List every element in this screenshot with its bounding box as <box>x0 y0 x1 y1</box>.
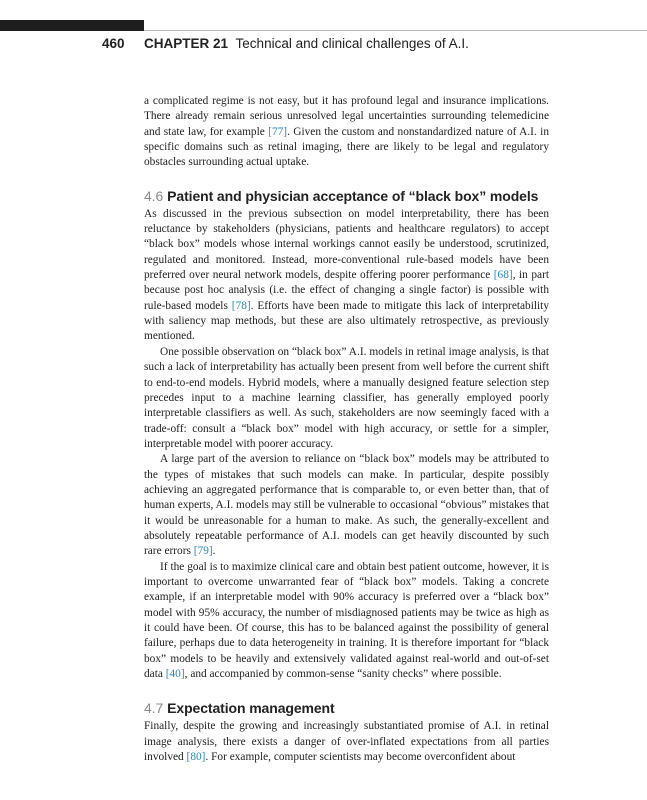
text: , in part because post hoc analysis (i.e. the effect of changing a single factor) is possible with rule-based models <box>144 269 549 312</box>
text: . For example, computer scientists may become overconfident about <box>205 751 516 764</box>
citation-link[interactable]: [68] <box>493 269 513 282</box>
paragraph: One possible observation on “black box” A.I. models in retinal image analysis, is that such a lack of interpretability has actually been present from well before the current shift to end-to-end models. Hybrid models, where a manually designed feature selection step precedes input to a machine learning classifier, has generally employed poorly interpretable classifiers as well. As such, stakeholders are now seemingly faced with a trade-off: consult a “black box” model with high accuracy, or settle for a simpler, interpretable model with poorer accuracy. <box>144 345 549 450</box>
citation-link[interactable]: [40] <box>165 668 185 681</box>
text: Finally, despite the growing and increasingly substantiated promise of A.I. in retinal image analysis, there exists a danger of over-inflated expectations from all parties involved <box>144 720 549 764</box>
paragraph <box>144 560 549 683</box>
citation-link[interactable]: [78] <box>231 299 251 312</box>
text: If the goal is to maximize clinical care and obtain best patient outcome, however, it is important to overcome unwarranted fear of “black box” models. Taking a concrete example, if an interpretable model with 90% accuracy is preferred over a “black box” model with 95% accuracy, the number of misdiagnosed patients may be twice as high as it could have been. Of course, this has to be balanced against the possibility of general failure, perhaps due to data heterogeneity in training. It is therefore important for “black box” models to be heavily and extensively validated against real-world and out-of-set data <box>144 560 549 681</box>
text: , and accompanied by common-sense “sanity checks” where possible. <box>184 668 502 681</box>
text: As discussed in the previous subsection on model interpretability, there has been reluctance by stakeholders (physicians, patients and healthcare regulators) to accept “black box” models whose internal workings cannot easily be understood, scrutinized, regulated and monitored. Instead, more-conventional rule-based models have been preferred over neural network models, despite offering poorer performance <box>144 207 549 282</box>
page-content <box>144 94 549 765</box>
intro-paragraph <box>144 94 549 171</box>
page-number: 460 <box>102 36 125 51</box>
header-bar <box>0 20 144 31</box>
chapter-title: Technical and clinical challenges of A.I. <box>235 36 469 51</box>
citation-link[interactable]: [77] <box>268 125 288 138</box>
text: a complicated regime is not easy, but it has profound legal and insurance implications. There already remain serious unresolved legal uncertainties surrounding telemedicine and state law, for example <box>144 95 549 138</box>
running-head <box>102 36 469 51</box>
citation-link[interactable]: [79] <box>193 545 213 558</box>
section-heading-4-6 <box>144 187 549 205</box>
paragraph <box>144 719 549 765</box>
section-title: Expectation management <box>167 700 335 717</box>
citation-link[interactable]: [80] <box>186 751 206 764</box>
paragraph <box>144 452 549 559</box>
section-number: 4.7 <box>144 700 164 717</box>
chapter-label: CHAPTER 21 <box>144 36 229 51</box>
header-rule <box>144 30 647 31</box>
text: . Efforts have been made to mitigate this lack of interpretability with saliency map methods, but these are also ultimately retrospective, as previously mentioned. <box>144 299 549 343</box>
section-number: 4.6 <box>144 187 164 204</box>
text: . <box>212 545 216 558</box>
text: . Given the custom and nonstandardized nature of A.I. in specific domains such as retinal imaging, there are likely to be legal and regulatory obstacles surrounding actual uptake. <box>144 125 549 169</box>
section-title: Patient and physician acceptance of “black box” models <box>167 187 539 204</box>
section-heading-4-7 <box>144 699 549 717</box>
paragraph <box>144 207 549 345</box>
text: A large part of the aversion to reliance on “black box” models may be attributed to the types of mistakes that such models can make. In particular, despite possibly achieving an aggregated performance that is comparable to, or even better than, that of human experts, A.I. models may still be vulnerable to occasional “obvious” mistakes that it would be unreasonable for a human to make. As such, the generally-excellent and absolutely repeatable performance of A.I. models can get heavily discounted by such rare errors <box>144 453 549 558</box>
